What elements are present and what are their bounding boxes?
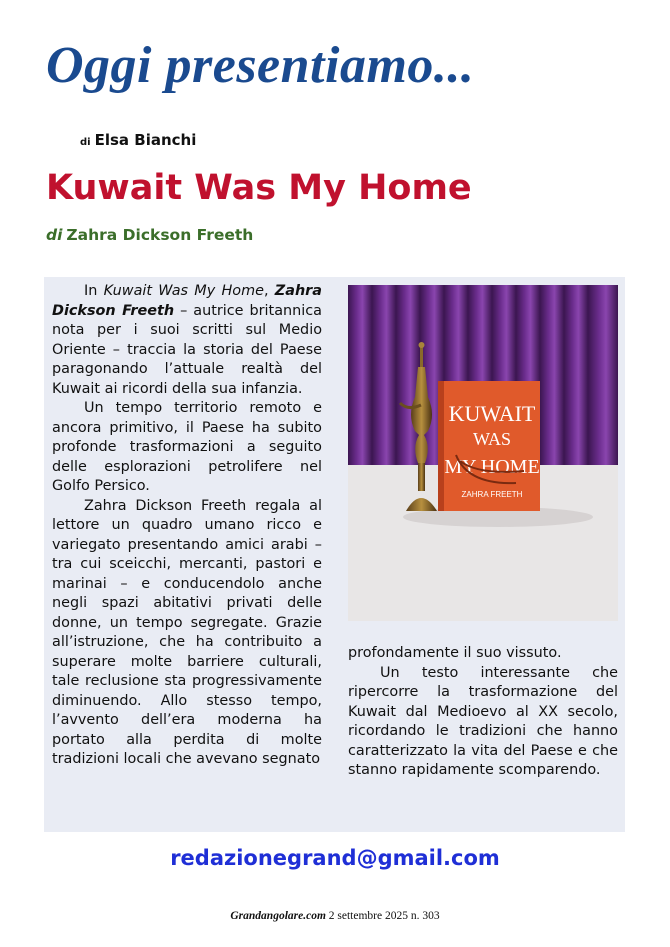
publication-line <box>0 910 670 922</box>
cover-title-line1: KUWAIT <box>448 401 536 426</box>
paragraph-3: Zahra Dickson Freeth regala al lettore un quadro umano ricco e variegato presentando amici arabi – tra cui sceicchi, mercanti, pastori e marinai – e conducendolo anche negli spazi abitativi privati delle donne, un tempo segregate. Grazie all’istruzione, che ha contribuito a superare molte barriere culturali, tale reclusione sta progressivamente diminuendo. Allo stesso tempo, l’avvento dell’era moderna ha portato alla perdita di molte tradizioni locali che avevano segnato <box>52 497 322 767</box>
book-author-name: Zahra Dickson Freeth <box>66 226 254 244</box>
byline-author: Elsa Bianchi <box>94 131 197 149</box>
p1-intro: In <box>84 283 98 299</box>
article-title: Kuwait Was My Home <box>46 168 472 208</box>
contact-email[interactable]: redazionegrand@gmail.com <box>170 846 500 870</box>
cover-title-line3: MY HOME <box>444 456 540 478</box>
book-cover <box>438 381 540 511</box>
masthead: Oggi presentiamo... <box>46 37 475 94</box>
p1-book-title: Kuwait Was My Home <box>103 283 264 299</box>
book-author-line <box>46 226 253 244</box>
right-column <box>348 644 618 781</box>
site-name: Grandangolare.com <box>230 910 326 922</box>
cover-title-line2: WAS <box>472 429 512 449</box>
p1-author: Zahra Dickson Freeth <box>52 283 322 319</box>
byline <box>80 131 196 149</box>
paragraph-2: Un tempo territorio remoto e ancora primitivo, il Paese ha subito profonde trasformazioni a seguito delle esplorazioni petrolifere nel Golfo Persico. <box>52 400 322 494</box>
book-author-prefix: di <box>46 226 63 244</box>
paragraph-1 <box>52 282 322 399</box>
paragraph-3-continued: profondamente il suo vissuto. <box>348 645 562 661</box>
byline-prefix: di <box>80 137 91 148</box>
p1-comma: , <box>263 283 269 299</box>
cover-author: ZAHRA FREETH <box>461 490 523 499</box>
p1-rest: – autrice britannica nota per i suoi scritti sul Medio Oriente – traccia la storia del Paese paragonando l’attuale realtà del Kuwait ai ricordi della sua infanzia. <box>52 302 322 397</box>
issue-info: 2 settembre 2025 n. 303 <box>325 910 440 922</box>
left-column <box>52 282 322 770</box>
paragraph-4: Un testo interessante che ripercorre la trasformazione del Kuwait dal Medioevo al XX secolo, ricordando le tradizioni che hanno caratterizzato la vita del Paese e che stanno rapidamente scomparendo. <box>348 664 618 778</box>
book-cover-photo <box>348 285 618 621</box>
article-box <box>44 277 625 832</box>
